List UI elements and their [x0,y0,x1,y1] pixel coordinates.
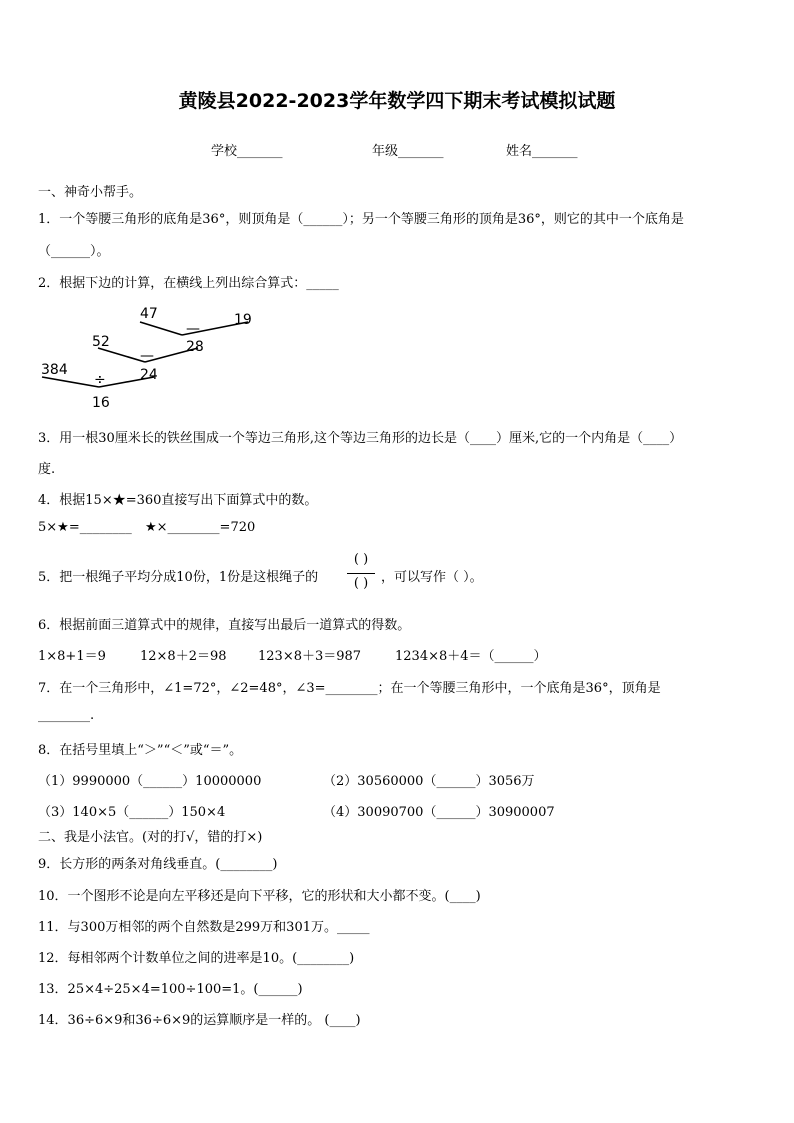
question-6-expression-4: 1234×8＋4＝（______） [395,649,547,664]
question-6: 6．根据前面三道算式中的规律，直接写出最后一道算式的得数。 [38,618,411,633]
question-7-line-1: 7．在一个三角形中，∠1=72°，∠2=48°，∠3=________；在一个等腰三角形中，一个底角是36°，顶角是 [38,681,661,696]
school-field[interactable]: 学校_______ [211,144,283,159]
operator-divide: ÷ [94,372,106,388]
question-6-expression-3: 123×8＋3＝987 [258,649,362,664]
question-12: 12．每相邻两个计数单位之间的进率是10。(________) [38,951,355,966]
calculation-tree-diagram [36,300,266,412]
fraction-numerator: ( ) [353,552,369,567]
name-field[interactable]: 姓名_______ [506,144,578,159]
question-9: 9．长方形的两条对角线垂直。(________) [38,857,278,872]
number-19: 19 [234,312,252,328]
question-8-item-3: （3）140×5（______）150×4 [38,805,226,820]
grade-field[interactable]: 年级_______ [372,144,444,159]
fraction-bar [347,573,375,574]
question-13: 13．25×4÷25×4=100÷100=1。(______) [38,982,303,997]
fraction-denominator: ( ) [353,576,369,591]
question-6-expression-1: 1×8+1＝9 [38,649,106,664]
number-16: 16 [92,395,110,411]
question-8: 8．在括号里填上“＞”“＜”或“＝”。 [38,743,243,758]
question-4-equation-1: 5×★=________ [38,520,132,535]
question-8-item-4: （4）30090700（______）30900007 [323,805,555,820]
page-title: 黄陵县2022-2023学年数学四下期末考试模拟试题 [178,90,616,112]
question-6-expression-2: 12×8＋2＝98 [140,649,227,664]
section-2-heading: 二、我是小法官。(对的打√，错的打×) [38,830,263,845]
question-1-line-2: （______）。 [38,244,110,259]
question-14: 14．36÷6×9和36÷6×9的运算顺序是一样的。 (____) [38,1013,361,1028]
question-7-line-2: ________. [38,708,95,723]
question-2: 2．根据下边的计算，在横线上列出综合算式：_____ [38,276,339,291]
question-11: 11．与300万相邻的两个自然数是299万和301万。_____ [38,920,370,935]
fraction-blank[interactable] [343,552,379,596]
question-8-item-2: （2）30560000（______）3056万 [323,774,535,789]
question-1-line-1: 1．一个等腰三角形的底角是36°，则顶角是（______）；另一个等腰三角形的顶角是36°，则它的其中一个底角是 [38,212,684,227]
operator-minus-2: — [140,348,154,364]
question-3-line-2: 度. [38,462,56,477]
number-52: 52 [92,334,110,350]
question-4: 4．根据15×★=360直接写出下面算式中的数。 [38,493,318,508]
question-5-suffix: ，可以写作（ ）。 [381,570,483,585]
question-5-text: 5．把一根绳子平均分成10份，1份是这根绳子的 [38,570,319,585]
number-28: 28 [186,339,204,355]
number-47: 47 [140,306,158,322]
question-4-equation-2: ★×________=720 [145,520,256,535]
operator-minus-1: — [186,321,200,337]
question-10: 10．一个图形不论是向左平移还是向下平移，它的形状和大小都不变。(____) [38,889,481,904]
number-384: 384 [41,362,68,378]
section-1-heading: 一、神奇小帮手。 [38,185,143,200]
number-24: 24 [140,367,158,383]
question-8-item-1: （1）9990000（______）10000000 [38,774,262,789]
question-3-line-1: 3．用一根30厘米长的铁丝围成一个等边三角形,这个等边三角形的边长是（____）厘米,它的一个内角是（____） [38,431,683,446]
